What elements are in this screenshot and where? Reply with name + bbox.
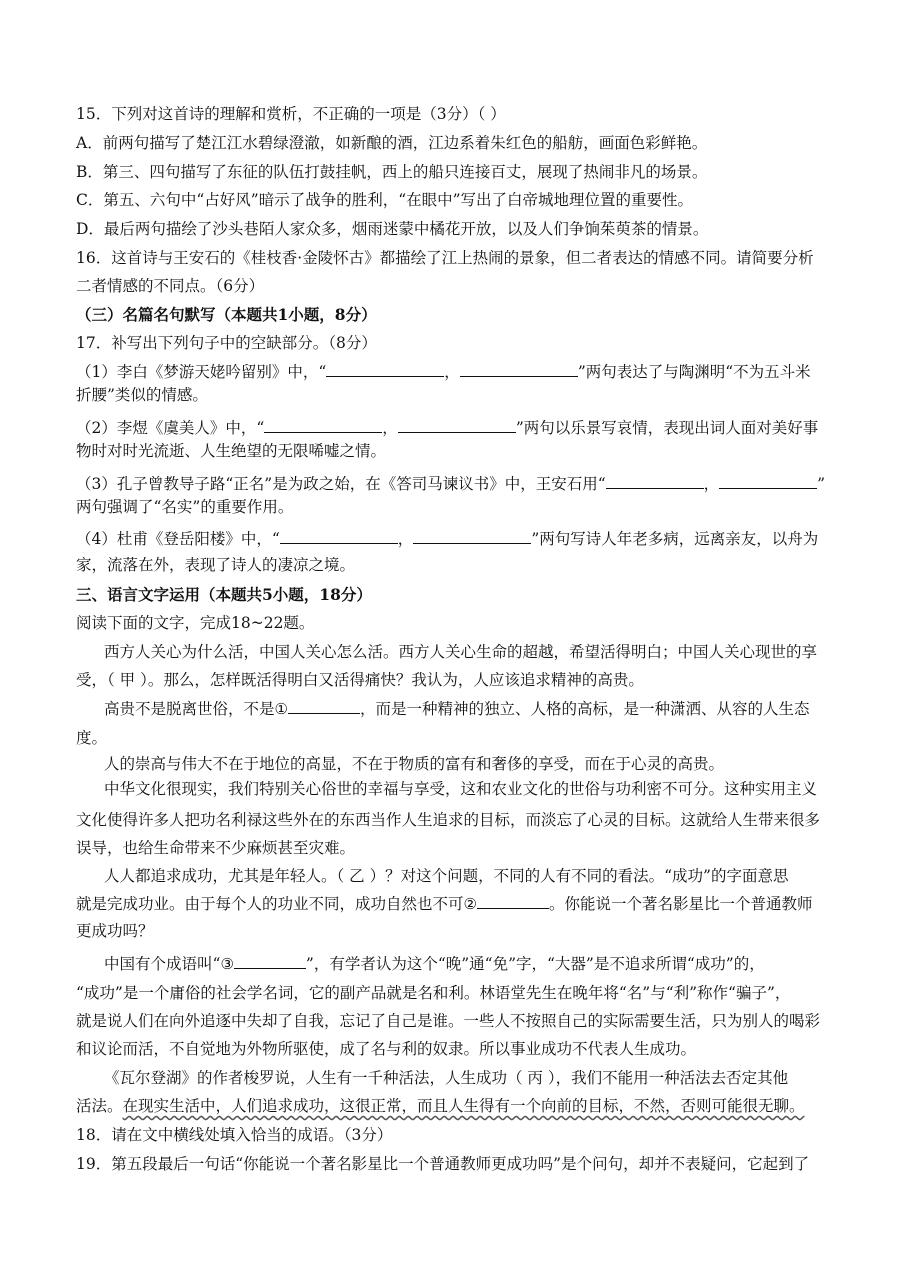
answer-blank[interactable]	[606, 473, 704, 489]
answer-blank[interactable]	[460, 361, 578, 377]
passage-p7-line-2: 活法。在现实生活中，人们追求成功，这很正常，而且人生得有一个向前的目标，不然，否则可能很无聊。	[76, 1097, 805, 1115]
answer-blank[interactable]	[288, 698, 360, 714]
q17-item-4: （4）杜甫《登岳阳楼》中，“ ， ”两句写诗人年老多病，远离亲友，以舟为	[76, 530, 819, 548]
passage-p4-line-2: 文化使得许多人把功名利禄这些外在的东西当作人生追求的目标，而淡忘了心灵的目标。这就给人生带来很多	[76, 811, 821, 829]
passage-p7-line-1: 《瓦尔登湖》的作者梭罗说，人生有一千种活法，人生成功（ 丙 ），我们不能用一种活法去否定其他	[104, 1069, 789, 1087]
q17-item-1-cont: 折腰”类似的情感。	[76, 386, 208, 404]
q19: 19．第五段最后一句话“你能说一个著名影星比一个普通教师更成功吗”是个问句，却并不表疑问，它起到了	[76, 1155, 810, 1173]
answer-blank[interactable]	[280, 528, 398, 544]
passage-p2-line-2: 度。	[76, 729, 108, 747]
q17-item-2-cont: 物时对时光流逝、人生绝望的无限唏嘘之情。	[76, 442, 387, 460]
answer-blank[interactable]	[264, 417, 382, 433]
passage-p2-line-1: 高贵不是脱离世俗，不是① ，而是一种精神的独立、人格的高标，是一种潇洒、从容的人生态	[104, 700, 810, 718]
passage-p6-line-4: 和议论而活，不自觉地为外物所驱使，成了名与利的奴隶。所以事业成功不代表人生成功。	[76, 1040, 697, 1058]
answer-blank[interactable]	[413, 528, 531, 544]
section-heading-recitation: （三）名篇名句默写（本题共1小题，8分）	[76, 305, 377, 324]
answer-blank[interactable]	[477, 893, 549, 909]
answer-blank[interactable]	[719, 473, 817, 489]
passage-p3: 人的崇高与伟大不在于地位的高显，不在于物质的富有和奢侈的享受，而在于心灵的高贵。	[104, 755, 725, 773]
answer-blank[interactable]	[234, 953, 306, 969]
passage-p5-line-1: 人人都追求成功，尤其是年轻人。（ 乙 ）？对这个问题，不同的人有不同的看法。“成功”的字面意思	[104, 867, 789, 885]
part-heading-language-use: 三、语言文字运用（本题共5小题，18分）	[76, 585, 372, 604]
q15-option-c: C．第五、六句中“占好风”暗示了战争的胜利，“在眼中”写出了白帝城地理位置的重要性。	[76, 191, 694, 209]
passage-p4-line-3: 误导，也给生命带来不少麻烦甚至灾难。	[76, 839, 356, 857]
passage-p4-line-1: 中华文化很现实，我们特别关心俗世的幸福与享受，这和农业文化的世俗与功利密不可分。这种实用主义	[104, 780, 818, 798]
answer-blank[interactable]	[398, 417, 516, 433]
passage-p5-line-3: 更成功吗？	[76, 922, 154, 940]
passage-p1-line-1: 西方人关心为什么活，中国人关心怎么活。西方人关心生命的超越，希望活得明白；中国人关心现世的享	[104, 643, 818, 661]
q15-option-b: B．第三、四句描写了东征的队伍打鼓挂帆，西上的船只连接百丈，展现了热闹非凡的场景。	[76, 163, 708, 181]
q16-line-1: 16．这首诗与王安石的《桂枝香·金陵怀古》都描绘了江上热闹的景象，但二者表达的情感不同。请简要分析	[76, 249, 814, 267]
passage-p6-line-2: “成功”是一个庸俗的社会学名词，它的副产品就是名和利。林语堂先生在晚年将“名”与“利”称作“骗子”，	[76, 984, 791, 1002]
q17-item-3: （3）孔子曾教导子路“正名”是为政之始，在《答司马谏议书》中，王安石用“ ， ”	[76, 475, 826, 493]
q17-item-1: （1）李白《梦游天姥吟留别》中，“ ， ”两句表达了与陶渊明“不为五斗米	[76, 363, 811, 381]
q17-item-2: （2）李煜《虞美人》中，“ ， ”两句以乐景写哀情，表现出词人面对美好事	[76, 419, 819, 437]
wavy-underlined-sentence: 在现实生活中，人们追求成功，这很正常，而且人生得有一个向前的目标，不然，否则可能很无聊。	[122, 1097, 805, 1115]
q15-option-a: A．前两句描写了楚江江水碧绿澄澈，如新酿的酒，江边系着朱红色的船舫，画面色彩鲜艳。	[76, 134, 708, 152]
passage-p6-line-3: 就是说人们在向外追逐中失却了自我，忘记了自己是谁。一些人不按照自己的实际需要生活，只为别人的喝彩	[76, 1012, 821, 1030]
answer-blank[interactable]	[326, 361, 444, 377]
q15-option-d: D．最后两句描绘了沙头巷陌人家众多，烟雨迷蒙中橘花开放，以及人们争饷茱萸茶的情景。	[76, 220, 709, 238]
q17-item-4-cont: 家，流落在外，表现了诗人的凄凉之境。	[76, 556, 356, 574]
q17-item-3-cont: 两句强调了“名实”的重要作用。	[76, 498, 294, 516]
q18: 18．请在文中横线处填入恰当的成语。（3分）	[76, 1126, 393, 1144]
reading-intro: 阅读下面的文字，完成18~22题。	[76, 614, 315, 632]
passage-p6-line-1: 中国有个成语叫“③ ”，有学者认为这个“晚”通“免”字，“大器”是不追求所谓“成功”的，	[104, 955, 765, 973]
q16-line-2: 二者情感的不同点。（6分）	[76, 277, 265, 295]
passage-p5-line-2: 就是完成功业。由于每个人的功业不同，成功自然也不可② 。你能说一个著名影星比一个普通教师	[76, 895, 813, 913]
q15-stem: 15．下列对这首诗的理解和赏析，不正确的一项是（3分）（ ）	[76, 105, 506, 123]
passage-p1-line-2: 受，（ 甲 ）。那么，怎样既活得明白又活得痛快？我认为，人应该追求精神的高贵。	[76, 671, 644, 689]
q17-stem: 17．补写出下列句子中的空缺部分。（8分）	[76, 334, 377, 352]
